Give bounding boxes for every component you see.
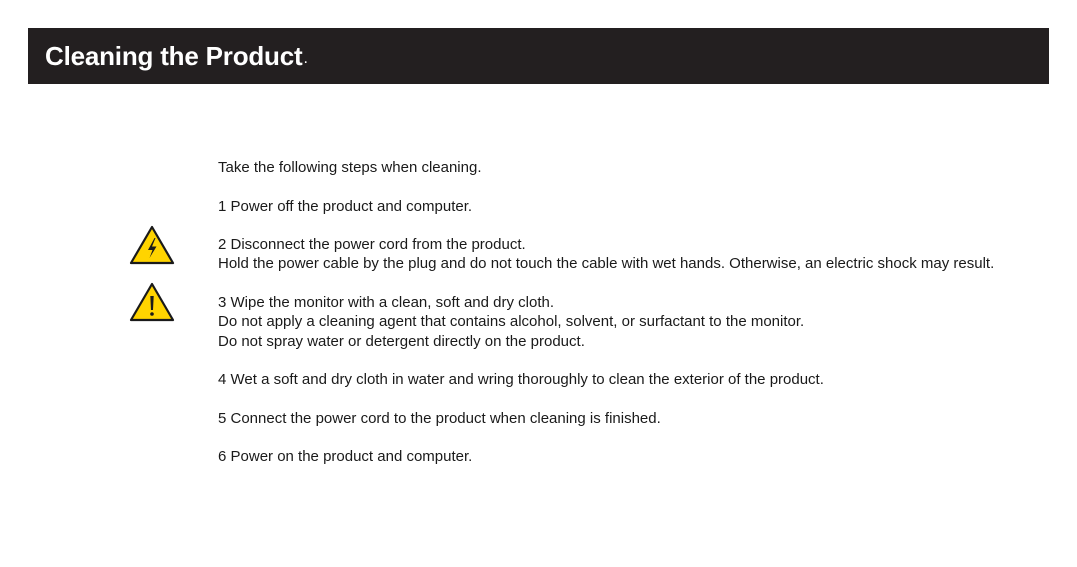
page-title-period: .: [303, 50, 308, 67]
step-3: 3 Wipe the monitor with a clean, soft and dry cloth.: [218, 294, 554, 312]
page-title: Cleaning the Product: [45, 40, 303, 71]
step-1: 1 Power off the product and computer.: [218, 197, 473, 215]
step-2-note: Hold the power cable by the plug and do not touch the cable with wet hands. Otherwise, an electric shock may result.: [218, 255, 995, 273]
electric-shock-warning-icon: [129, 225, 175, 265]
step-5: 5 Connect the power cord to the product when cleaning is finished.: [218, 409, 661, 427]
cleaning-instructions: [218, 158, 1008, 467]
step-3-note-2: Do not spray water or detergent directly on the product.: [218, 332, 585, 350]
section-header: [28, 28, 1049, 84]
step-4: 4 Wet a soft and dry cloth in water and wring thoroughly to clean the exterior of the product.: [218, 371, 824, 389]
step-2: 2 Disconnect the power cord from the product.: [218, 236, 526, 254]
step-3-note-1: Do not apply a cleaning agent that contains alcohol, solvent, or surfactant to the monitor.: [218, 313, 805, 331]
step-6: 6 Power on the product and computer.: [218, 448, 473, 466]
caution-warning-icon: [129, 282, 175, 322]
intro-text: Take the following steps when cleaning.: [218, 159, 482, 176]
